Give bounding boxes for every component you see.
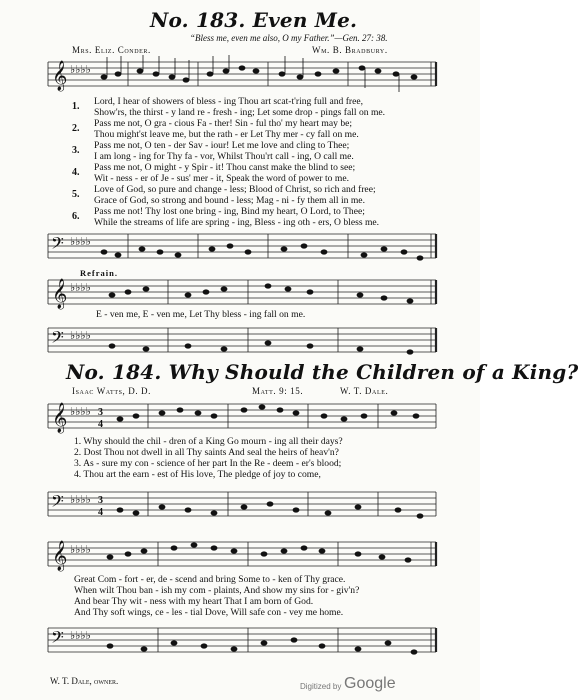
- verse: [62, 140, 432, 162]
- verse-line: 1. Why should the chil - dren of a King Go mourn - ing all their days?: [74, 436, 343, 447]
- hymn-184-title: No. 184. Why Should the Children of a King?: [66, 360, 578, 384]
- svg-text:3: 3: [98, 495, 103, 506]
- verse-line: Grace of God, so strong and bound - less; Mag - ni - fy them all in me.: [94, 195, 365, 206]
- google-logo: Google: [344, 675, 396, 692]
- hymn-184-verses-part-2: [74, 574, 359, 618]
- hymn-184-author: Isaac Watts, D. D.: [72, 386, 151, 396]
- verse-line: 2. Dost Thou not dwell in all Thy saints And seal the heirs of heav'n?: [74, 447, 339, 458]
- hymn-184-bass-staff-1: [48, 484, 438, 524]
- svg-text:♭♭♭♭: ♭♭♭♭: [70, 494, 91, 506]
- hymn-184-composer: W. T. Dale.: [340, 386, 389, 396]
- verse-line: And Thy soft wings, ce - les - tial Dove, Will safe con - vey me home.: [74, 607, 344, 618]
- svg-text:𝄢: 𝄢: [51, 629, 64, 651]
- verse: [62, 96, 432, 118]
- verse-line: Thou might'st leave me, but the rath - er Let Thy mer - cy fall on me.: [94, 129, 359, 140]
- verse: [62, 184, 432, 206]
- hymn-183-author: Mrs. Eliz. Conder.: [72, 45, 151, 55]
- verse-line: Wit - ness - er of Je - sus' mer - it, Speak the word of power to me.: [94, 173, 349, 184]
- svg-text:𝄞: 𝄞: [52, 279, 68, 308]
- verse-line: Great Com - fort - er, de - scend and bring Some to - ken of Thy grace.: [74, 574, 346, 585]
- hymn-183-epigraph: “Bless me, even me also, O my Father.”—Gen. 27: 38.: [190, 33, 388, 43]
- refrain-lyric: E - ven me, E - ven me, Let Thy bless - ing fall on me.: [96, 309, 306, 320]
- verse-line: While the streams of life are spring - ing, Bless - ing oth - ers, O bless me.: [94, 217, 380, 228]
- svg-text:4: 4: [98, 419, 103, 430]
- refrain-bass-staff: [48, 322, 438, 360]
- svg-text:♭♭♭♭: ♭♭♭♭: [70, 282, 91, 294]
- hymn-183-title: No. 183. Even Me.: [150, 8, 358, 32]
- verse-line: When wilt Thou ban - ish my com - plaints, And show my sins for - giv'n?: [74, 585, 360, 596]
- svg-text:𝄢: 𝄢: [51, 493, 64, 515]
- svg-text:♭♭♭♭: ♭♭♭♭: [70, 330, 91, 342]
- verse: [62, 118, 432, 140]
- verse: [62, 162, 432, 184]
- hymn-183-composer: Wm. B. Bradbury.: [312, 45, 388, 55]
- svg-text:3: 3: [98, 407, 103, 418]
- verse-number: 2.: [72, 123, 80, 134]
- verse-line: Pass me not, O gra - cious Fa - ther! Sin - ful tho' my heart may be;: [94, 118, 353, 129]
- svg-text:♭♭♭♭: ♭♭♭♭: [70, 544, 91, 556]
- verse-line: I am long - ing for Thy fa - vor, Whilst Thou'rt call - ing, O call me.: [94, 151, 354, 162]
- refrain-label: Refrain.: [80, 268, 118, 278]
- verse-number: 4.: [72, 167, 80, 178]
- verse-line: Pass me not, O might - y Spir - it! Thou canst make the blind to see;: [94, 162, 356, 173]
- hymn-183-treble-staff: [48, 54, 438, 96]
- svg-text:𝄞: 𝄞: [52, 541, 68, 570]
- svg-text:♭♭♭♭: ♭♭♭♭: [70, 64, 91, 76]
- verse-line: Lord, I hear of showers of bless - ing Thou art scat-t'ring full and free,: [94, 96, 364, 107]
- verse-number: 1.: [72, 101, 80, 112]
- verse-line: Show'rs, the thirst - y land re - fresh - ing; Let some drop - pings fall on me.: [94, 107, 386, 118]
- svg-text:𝄞: 𝄞: [52, 61, 68, 91]
- verse-line: Pass me not, O ten - der Sav - iour! Let me love and cling to Thee;: [94, 140, 350, 151]
- verse-line: Pass me not! Thy lost one bring - ing, Bind my heart, O Lord, to Thee;: [94, 206, 365, 217]
- svg-text:♭♭♭♭: ♭♭♭♭: [70, 630, 91, 642]
- hymn-183-bass-staff: [48, 228, 438, 268]
- verse-line: 3. As - sure my con - science of her part In the Re - deem - er's blood;: [74, 458, 342, 469]
- hymn-184-treble-staff-1: [48, 396, 438, 436]
- verse-number: 6.: [72, 211, 80, 222]
- svg-text:𝄞: 𝄞: [52, 403, 68, 432]
- hymn-184-bass-staff-2: [48, 620, 438, 660]
- owner-credit: W. T. Dale, owner.: [50, 676, 119, 686]
- verse-line: 4. Thou art the earn - est of His love, The pledge of joy to come,: [74, 469, 321, 480]
- hymn-184-treble-staff-2: [48, 532, 438, 574]
- svg-text:4: 4: [98, 507, 103, 518]
- hymn-184-verses-part-1: [74, 436, 343, 480]
- digitized-by-label: Digitized by: [300, 682, 342, 691]
- verse-number: 3.: [72, 145, 80, 156]
- verse-number: 5.: [72, 189, 80, 200]
- svg-text:𝄢: 𝄢: [51, 235, 64, 257]
- svg-text:♭♭♭♭: ♭♭♭♭: [70, 236, 91, 248]
- hymn-184-scripture: Matt. 9: 15.: [252, 386, 304, 396]
- verse-line: And bear Thy wit - ness with my heart That I am born of God.: [74, 596, 314, 607]
- svg-text:𝄢: 𝄢: [51, 329, 64, 351]
- verse-line: Love of God, so pure and change - less; Blood of Christ, so rich and free;: [94, 184, 376, 195]
- hymn-183-verses: [62, 96, 432, 228]
- svg-text:♭♭♭♭: ♭♭♭♭: [70, 406, 91, 418]
- refrain-treble-staff: [48, 274, 438, 310]
- verse: [62, 206, 432, 228]
